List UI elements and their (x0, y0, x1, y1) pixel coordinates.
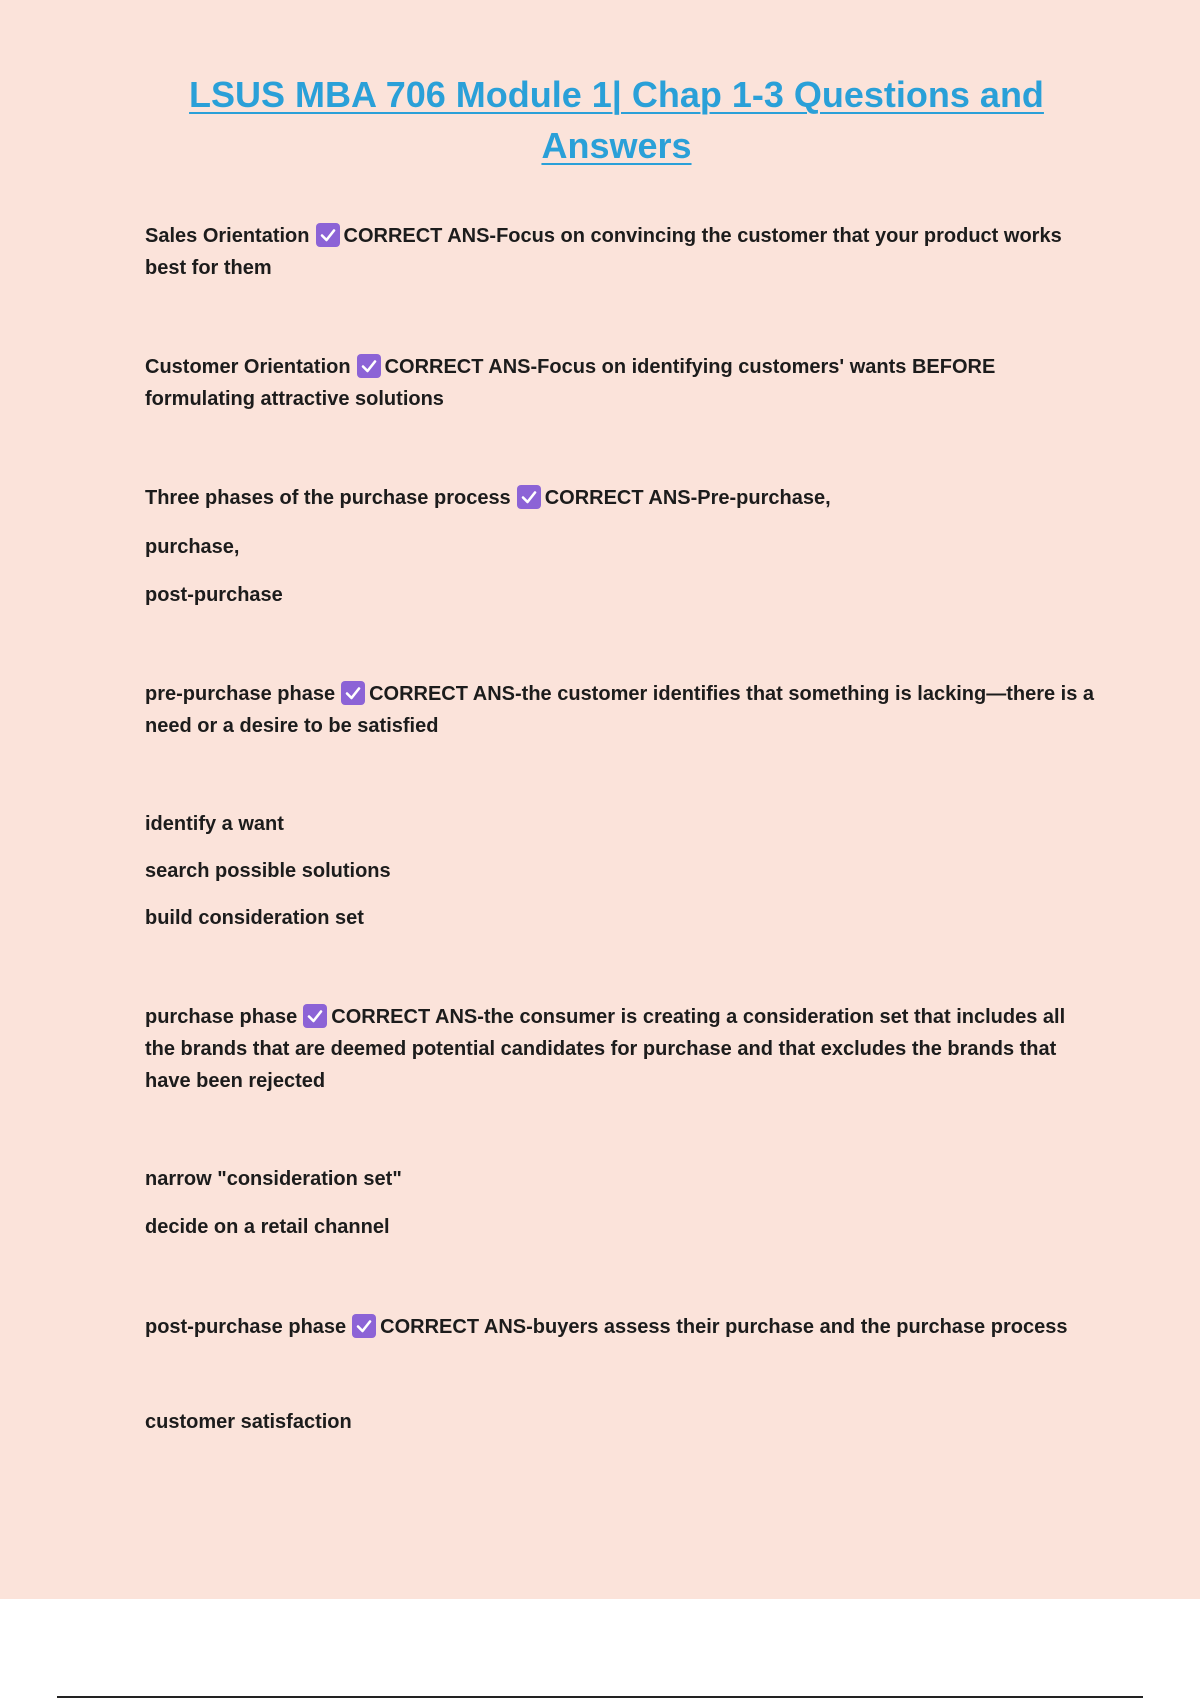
entry-term: Customer Orientation (145, 356, 351, 378)
check-box-icon (303, 1004, 327, 1028)
text-line-identify-want: identify a want (145, 813, 284, 835)
text-line-search-solutions: search possible solutions (145, 860, 391, 882)
check-box-icon (517, 485, 541, 509)
entry-term: Sales Orientation (145, 225, 310, 247)
footer-rule (57, 1696, 1143, 1698)
entry-term: post-purchase phase (145, 1316, 347, 1338)
text-line-purchase: purchase, (145, 536, 240, 558)
text-line-post-purchase: post-purchase (145, 584, 283, 606)
text-line-retail-channel: decide on a retail channel (145, 1216, 390, 1238)
qa-entry-purchase-phase (145, 1001, 1095, 1097)
document-title-line-2[interactable]: Answers (541, 125, 692, 166)
document-title-line-1[interactable]: LSUS MBA 706 Module 1| Chap 1-3 Questions and (189, 74, 1044, 115)
entry-term: purchase phase (145, 1006, 298, 1028)
text-line-narrow-set: narrow "consideration set" (145, 1168, 402, 1190)
entry-answer: CORRECT ANS-the consumer is creating a consideration set that includes all the brands that are deemed potential candidates for purchase and that excludes the brands that have been rejected (145, 1006, 1066, 1092)
check-box-icon (341, 681, 365, 705)
qa-entry-post-purchase-phase (145, 1311, 1145, 1343)
check-box-icon (352, 1314, 376, 1338)
qa-entry-customer-orientation (145, 351, 1095, 415)
entry-term: Three phases of the purchase process (145, 487, 511, 509)
text-line-build-set: build consideration set (145, 907, 364, 929)
entry-answer: CORRECT ANS-Focus on identifying customers' wants BEFORE formulating attractive solutions (145, 356, 996, 410)
entry-answer: CORRECT ANS-the customer identifies that something is lacking—there is a need or a desire to be satisfied (145, 683, 1095, 737)
check-box-icon (357, 354, 381, 378)
qa-entry-pre-purchase-phase (145, 678, 1095, 742)
check-box-icon (316, 223, 340, 247)
entry-answer: CORRECT ANS-Focus on convincing the customer that your product works best for them (145, 225, 1062, 279)
entry-term: pre-purchase phase (145, 683, 336, 705)
entry-answer: CORRECT ANS-Pre-purchase, (544, 487, 831, 509)
qa-entry-sales-orientation (145, 220, 1095, 284)
text-line-customer-satisfaction: customer satisfaction (145, 1411, 352, 1433)
entry-answer: CORRECT ANS-buyers assess their purchase and the purchase process (380, 1316, 1068, 1338)
qa-entry-three-phases (145, 482, 1095, 514)
